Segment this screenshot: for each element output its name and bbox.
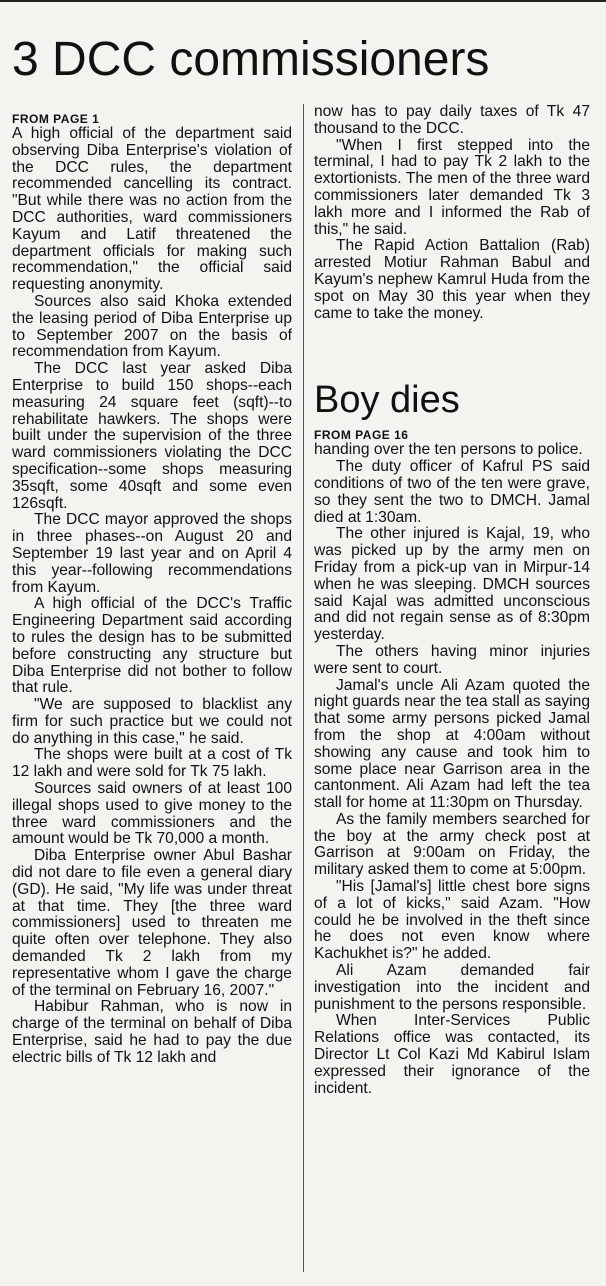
article1-continued-paragraph: now has to pay daily taxes of Tk 47 thousand to the DCC. [314, 103, 590, 137]
article1-paragraph: The DCC mayor approved the shops in three phases--on August 20 and September 19 last year and on April 4 this year--following recommendations from Kayum. [12, 511, 292, 596]
article1-paragraph: A high official of the department said observing Diba Enterprise's violation of the DCC rules, the department recommended cancelling its contract. "But while there was no action from the DCC authorities, ward commissioners Kayum and Latif threatened the department officials for making such recommendation," the official said requesting anonymity. [12, 125, 292, 294]
article2-paragraph: Ali Azam demanded fair investigation into the incident and punishment to the persons responsible. [314, 962, 590, 1013]
article2-paragraph: "His [Jamal's] little chest bore signs of a lot of kicks," said Azam. "How could he be involved in the theft since he does not even know where Kachukhet is?" he added. [314, 878, 590, 963]
article2-paragraph: handing over the ten persons to police. [314, 441, 583, 459]
article1-kicker: FROM PAGE 1 [12, 112, 100, 126]
article2-paragraph: When Inter-Services Public Relations office was contacted, its Director Lt Col Kazi Md Kabirul Islam expressed their ignorance of the incident. [314, 1012, 590, 1097]
article1-paragraph: Sources also said Khoka extended the leasing period of Diba Enterprise up to September 2007 on the basis of recommendation from Kayum. [12, 292, 292, 361]
article1-paragraph: "We are supposed to blacklist any firm for such practice but we could not do anything in this case," he said. [12, 696, 292, 747]
article1-paragraph: A high official of the DCC's Traffic Engineering Department said according to rules the design has to be submitted before constructing any structure but Diba Enterprise did not bother to follow that rule. [12, 595, 292, 697]
article2-paragraph: As the family members searched for the boy at the army check post at Garrison at 9:00am on Friday, the military asked them to come at 5:00pm. [314, 810, 590, 879]
article1-paragraph: Sources said owners of at least 100 illegal shops used to give money to the three ward commissioners and the amount would be Tk 70,000 a month. [12, 780, 292, 848]
article1-paragraph: The DCC last year asked Diba Enterprise to build 150 shops--each measuring 24 square feet (sqft)--to rehabilitate hawkers. The shops were built under the supervision of the three ward commissioners violating the DCC specification--some shops measuring 35sqft, some 40sqft and some even 126sqft. [12, 360, 292, 512]
main-headline: 3 DCC commissioners [12, 33, 490, 86]
right-column [314, 104, 590, 1097]
left-column [12, 112, 292, 1067]
article2-kicker: FROM PAGE 16 [314, 428, 409, 443]
article1-paragraph: Habibur Rahman, who is now in charge of the terminal on behalf of Diba Enterprise, said he had to pay the due electric bills of Tk 12 lakh and [12, 998, 292, 1066]
article2-paragraph: The others having minor injuries were sent to court. [314, 642, 590, 677]
article2-paragraph: Jamal's uncle Ali Azam quoted the night guards near the tea stall as saying that some army persons picked Jamal from the shop at 4:00am without showing any cause and took him to some place near Garrison area in the cantonment. Ali Azam had left the tea stall for home at 11:30pm on Thursday. [314, 676, 590, 812]
article1-paragraph: Diba Enterprise owner Abul Bashar did not dare to file even a general diary (GD). He said, "My life was under threat at that time. They [the three ward commissioners] used to threaten me quite often over telephone. They also demanded Tk 2 lakh from my representative whom I gave the charge of the terminal on February 16, 2007." [12, 847, 292, 999]
article1-paragraph: The shops were built at a cost of Tk 12 lakh and were sold for Tk 75 lakh. [12, 746, 292, 781]
top-rule [0, 0, 606, 2]
article2-paragraph: The duty officer of Kafrul PS said conditions of two of the ten were grave, so they sent the two to DMCH. Jamal died at 1:30am. [314, 458, 590, 526]
article2-headline: Boy dies [314, 379, 460, 422]
article1-continued-paragraph: The Rapid Action Battalion (Rab) arrested Motiur Rahman Babul and Kayum's nephew Kamrul Huda from the spot on May 30 this year when they came to take the money. [314, 237, 590, 322]
article2-paragraph: The other injured is Kajal, 19, who was picked up by the army men on Friday from a pick-up van in Mirpur-14 when he was sleeping. DMCH sources said Kajal was admitted unconscious and did not regain sense as of 8:30pm yesterday. [314, 525, 590, 644]
column-divider [303, 104, 304, 1272]
article1-continued-paragraph: "When I first stepped into the terminal, I had to pay Tk 2 lakh to the extortionists. The men of the three ward commissioners later demanded Tk 3 lakh more and I informed the Rab of this," he said. [314, 136, 590, 238]
